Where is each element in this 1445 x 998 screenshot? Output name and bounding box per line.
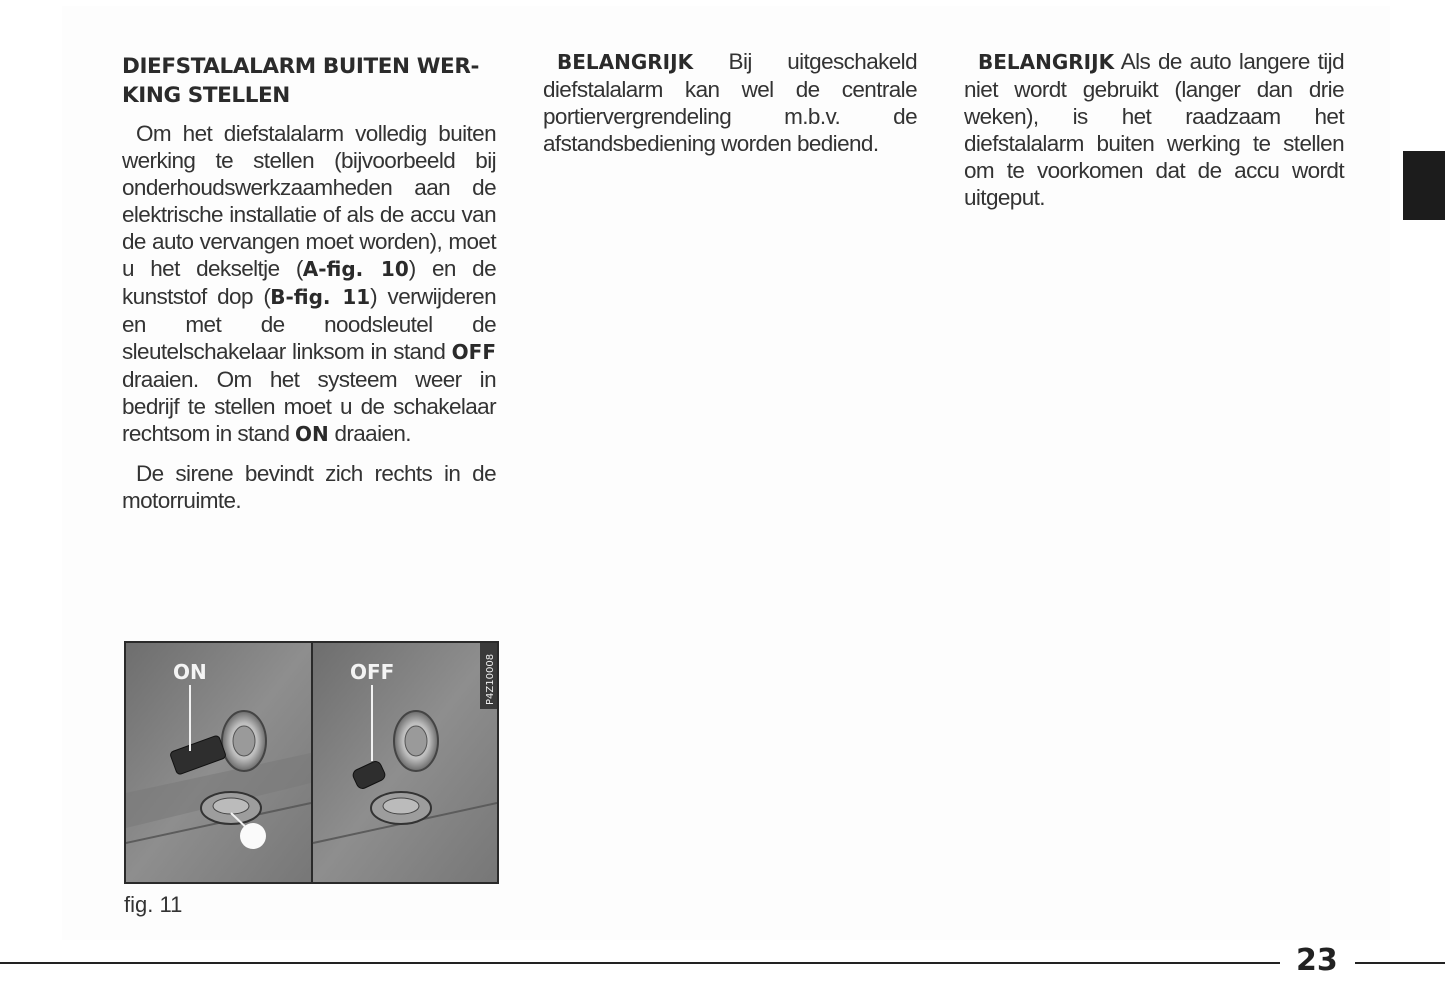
figure-illustration (126, 643, 497, 882)
column-2 (543, 48, 917, 169)
important-note-1 (543, 48, 917, 157)
note-text: Als de auto langere tijd niet wordt gebruikt (langer dan drie weken), is het raadzaam het diefstalalarm buiten werking te stellen om te voorkomen dat de accu wordt uitgeput. (964, 49, 1344, 210)
callout-b-icon (240, 823, 266, 849)
paragraph-siren: De sirene bevindt zich rechts in de motorruimte. (122, 461, 496, 513)
important-note-2 (964, 48, 1344, 211)
figure-reference-b: B-fig. 11 (270, 285, 371, 309)
figure-ignition-switch (124, 641, 499, 884)
figure-label-on: ON (173, 660, 207, 684)
footer-rule-left (0, 962, 1280, 964)
page-number: 23 (1296, 943, 1338, 978)
important-label: BELANGRIJK (978, 50, 1115, 74)
figure-code: P4Z10008 (485, 653, 496, 705)
paragraph-disable-alarm (122, 120, 496, 448)
section-heading: DIEFSTALALARM BUITEN WER-KING STELLEN (122, 54, 480, 108)
important-label: BELANGRIJK (557, 50, 694, 74)
text-run: draaien. (328, 421, 411, 446)
text-run: ) verwijderen en met de noodsleutel de sleutelschakelaar linksom in stand (122, 284, 496, 364)
figure-reference-a: A-fig. 10 (302, 257, 409, 281)
text-run: Om het diefstalalarm volledig buiten werking te stellen (bijvoorbeeld bij onderhoudswerkzaamheden aan de elektrische installatie of als de accu van de auto vervangen moet worden), moet u het dekseltje ( (122, 121, 496, 281)
on-label: ON (295, 422, 329, 446)
column-1 (122, 48, 496, 526)
footer-rule-right (1355, 962, 1445, 964)
note-text: Bij uitgeschakeld diefstalalarm kan wel de centrale portiervergrendeling m.b.v. de afstandsbediening worden bediend. (543, 49, 917, 156)
text-run: ) en de kunststof dop ( (122, 256, 496, 309)
section-tab-marker (1403, 151, 1445, 220)
column-3 (964, 48, 1344, 223)
off-label: OFF (451, 340, 496, 364)
text-run: draaien. Om het systeem weer in bedrijf te stellen moet u de schakelaar rechtsom in stand (122, 367, 496, 446)
figure-caption: fig. 11 (124, 892, 183, 917)
figure-label-off: OFF (350, 660, 395, 684)
